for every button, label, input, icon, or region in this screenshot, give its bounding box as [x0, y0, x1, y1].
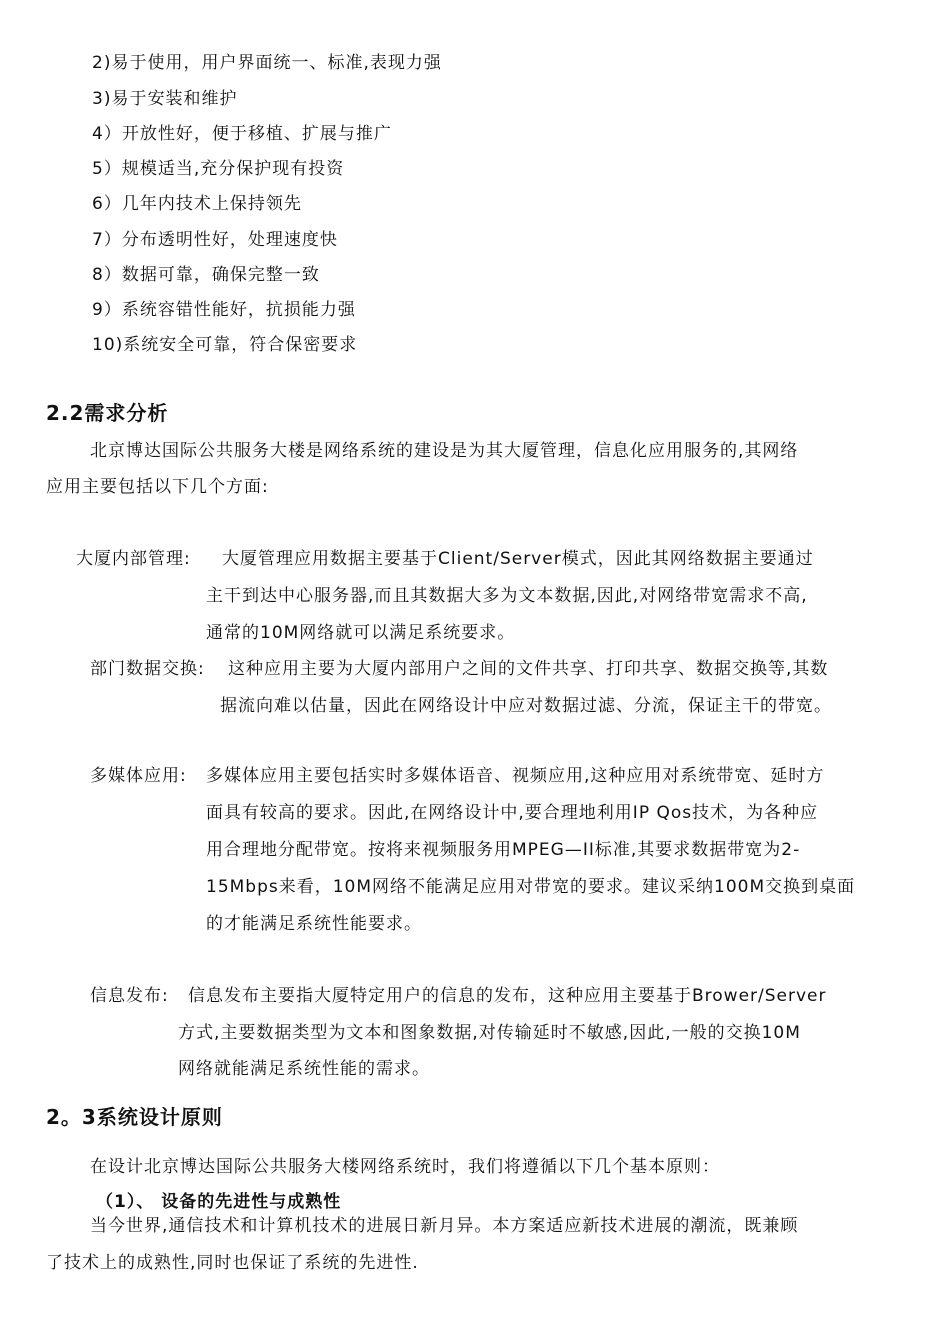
entry-line: 的才能满足系统性能要求。 — [206, 914, 422, 934]
list-item: 3)易于安装和维护 — [92, 89, 238, 109]
subheading: （1）、 设备的先进性与成熟性 — [96, 1192, 342, 1212]
section-heading: 2.2需求分析 — [46, 401, 169, 425]
entry-line: 主干到达中心服务器,而且其数据大多为文本数据,因此,对网络带宽需求不高, — [206, 586, 808, 606]
entry-line: 大厦管理应用数据主要基于Client/Server模式，因此其网络数据主要通过 — [222, 549, 814, 569]
paragraph-line: 当今世界,通信技术和计算机技术的进展日新月异。本方案适应新技术进展的潮流，既兼顾 — [90, 1216, 799, 1236]
list-item: 9）系统容错性能好，抗损能力强 — [92, 300, 356, 320]
entry-line: 网络就能满足系统性能的需求。 — [178, 1059, 430, 1079]
entry-line: 信息发布主要指大厦特定用户的信息的发布，这种应用主要基于Brower/Server — [188, 986, 827, 1006]
paragraph-line: 北京博达国际公共服务大楼是网络系统的建设是为其大厦管理，信息化应用服务的,其网络 — [90, 441, 799, 461]
entry-line: 方式,主要数据类型为文本和图象数据,对传输延时不敏感,因此,一般的交换10M — [178, 1023, 801, 1043]
list-item: 10)系统安全可靠，符合保密要求 — [92, 335, 358, 355]
list-item: 4）开放性好，便于移植、扩展与推广 — [92, 124, 392, 144]
paragraph-line: 了技术上的成熟性,同时也保证了系统的先进性. — [46, 1253, 419, 1273]
entry-line: 这种应用主要为大厦内部用户之间的文件共享、打印共享、数据交换等,其数 — [228, 659, 829, 679]
entry-term: 多媒体应用: — [90, 766, 187, 786]
paragraph-line: 应用主要包括以下几个方面: — [46, 477, 269, 497]
list-item: 5）规模适当,充分保护现有投资 — [92, 159, 345, 179]
paragraph-line: 在设计北京博达国际公共服务大楼网络系统时，我们将遵循以下几个基本原则： — [90, 1157, 720, 1177]
entry-term: 大厦内部管理: — [76, 549, 191, 569]
entry-line: 用合理地分配带宽。按将来视频服务用MPEG—II标准,其要求数据带宽为2- — [206, 840, 801, 860]
entry-term: 信息发布: — [90, 986, 169, 1006]
entry-line: 15Mbps来看，10M网络不能满足应用对带宽的要求。建议采纳100M交换到桌面 — [206, 877, 856, 897]
entry-term: 部门数据交换: — [90, 659, 205, 679]
list-item: 8）数据可靠，确保完整一致 — [92, 265, 320, 285]
list-item: 7）分布透明性好，处理速度快 — [92, 230, 338, 250]
section-heading: 2。3系统设计原则 — [46, 1105, 223, 1129]
entry-line: 面具有较高的要求。因此,在网络设计中,要合理地利用IP Qos技术，为各种应 — [206, 803, 819, 823]
entry-line: 多媒体应用主要包括实时多媒体语音、视频应用,这种应用对系统带宽、延时方 — [206, 766, 825, 786]
list-item: 6）几年内技术上保持领先 — [92, 194, 302, 214]
entry-line: 通常的10M网络就可以满足系统要求。 — [206, 623, 516, 643]
entry-line: 据流向难以估量，因此在网络设计中应对数据过滤、分流，保证主干的带宽。 — [220, 696, 832, 716]
list-item: 2)易于使用，用户界面统一、标准,表现力强 — [92, 53, 442, 73]
